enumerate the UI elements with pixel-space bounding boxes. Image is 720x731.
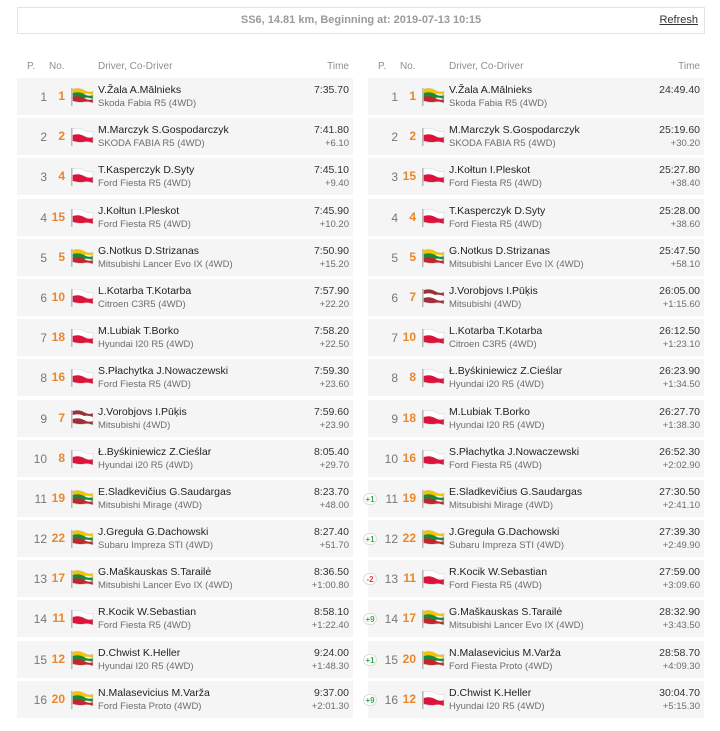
time-value: 7:41.80 <box>313 124 349 137</box>
position: 5 <box>40 250 47 265</box>
time-gap: +3:43.50 <box>662 620 700 632</box>
car-number: 4 <box>409 209 416 224</box>
time-value: 26:23.90 <box>659 365 700 378</box>
result-row[interactable] <box>17 319 353 357</box>
result-row[interactable] <box>17 400 353 438</box>
position-change-badge: +1 <box>363 493 377 505</box>
country-flag-icon <box>421 409 445 429</box>
result-row[interactable] <box>17 480 353 518</box>
position: 1 <box>40 90 47 104</box>
driver-codriver-names[interactable]: N.Malasevicius M.Varža <box>98 686 210 699</box>
car-model: Ford Fiesta Proto (4WD) <box>449 660 553 672</box>
car-model: Ford Fiesta R5 (4WD) <box>449 580 542 592</box>
time-value: 26:05.00 <box>659 284 700 297</box>
time-value: 26:52.30 <box>659 445 700 458</box>
country-flag-icon <box>421 529 445 549</box>
country-flag-icon <box>70 650 94 670</box>
time-value: 8:05.40 <box>313 445 349 458</box>
car-model: Citroen C3R5 (4WD) <box>449 339 537 351</box>
time-gap: +9.40 <box>324 178 349 190</box>
car-model: Mitsubishi Lancer Evo IX (4WD) <box>98 258 233 270</box>
car-number: 4 <box>58 169 65 184</box>
position: 4 <box>40 210 47 225</box>
country-flag-icon <box>421 328 445 348</box>
driver-codriver-names[interactable]: N.Malasevicius M.Varža <box>449 646 561 659</box>
position-change-badge: +1 <box>363 654 377 666</box>
country-flag-icon <box>421 208 445 228</box>
time-value: 8:58.10 <box>313 606 349 619</box>
country-flag-icon <box>421 690 445 710</box>
position: 8 <box>391 371 398 386</box>
result-row[interactable] <box>17 560 353 598</box>
position: 15 <box>33 652 47 667</box>
position-change-badge: +1 <box>363 533 377 545</box>
driver-codriver-names[interactable]: G.Notkus D.Strizanas <box>98 244 199 257</box>
car-number: 20 <box>51 691 65 706</box>
time-gap: +29.70 <box>319 459 349 471</box>
driver-codriver-names[interactable]: T.Kasperczyk D.Syty <box>98 164 195 177</box>
car-number: 2 <box>58 129 65 144</box>
driver-codriver-names[interactable]: D.Chwist K.Heller <box>449 686 532 699</box>
country-flag-icon <box>70 127 94 147</box>
car-number: 11 <box>403 571 416 586</box>
col-driver-header: Driver, Co-Driver <box>449 61 524 72</box>
car-number: 19 <box>51 490 65 505</box>
time-gap: +38.40 <box>670 178 700 190</box>
position: 2 <box>391 130 398 145</box>
time-value: 25:28.00 <box>659 204 700 217</box>
time-gap: +22.20 <box>319 298 349 310</box>
time-value: 7:45.90 <box>313 204 349 217</box>
car-model: Ford Fiesta R5 (4WD) <box>449 218 542 230</box>
driver-codriver-names[interactable]: G.Notkus D.Strizanas <box>449 244 550 257</box>
time-value: 25:19.60 <box>659 124 700 137</box>
position-change-badge: +9 <box>363 613 377 625</box>
result-row[interactable] <box>368 78 704 116</box>
car-number: 1 <box>58 89 65 103</box>
driver-codriver-names[interactable]: S.Płachytka J.Nowaczewski <box>98 365 229 378</box>
time-value: 26:12.50 <box>659 325 700 338</box>
time-value: 7:58.20 <box>313 325 349 338</box>
time-value: 26:27.70 <box>659 405 700 418</box>
position: 10 <box>384 451 398 466</box>
time-value: 30:04.70 <box>659 686 700 699</box>
position: 9 <box>391 411 398 426</box>
result-row[interactable] <box>17 440 353 478</box>
car-model: Ford Fiesta R5 (4WD) <box>98 178 191 190</box>
position: 3 <box>40 170 47 185</box>
country-flag-icon <box>70 368 94 388</box>
time-gap: +6.10 <box>324 138 349 150</box>
position: 3 <box>391 170 398 185</box>
time-value: 25:27.80 <box>659 164 700 177</box>
result-row[interactable] <box>368 158 704 196</box>
time-value: 27:59.00 <box>659 566 700 579</box>
time-value: 7:59.60 <box>313 405 349 418</box>
position: 6 <box>40 290 47 305</box>
driver-codriver-names[interactable]: J.Kołtun I.Pleskot <box>449 164 531 177</box>
result-row[interactable] <box>365 641 704 679</box>
time-gap: +1:38.30 <box>662 419 700 431</box>
position: 15 <box>384 652 398 667</box>
country-flag-icon <box>421 288 445 308</box>
result-row[interactable] <box>368 359 704 397</box>
car-model: Ford Fiesta R5 (4WD) <box>98 620 191 632</box>
car-number: 5 <box>409 249 416 264</box>
overall-results-header <box>368 58 704 78</box>
time-value: 27:39.30 <box>659 526 700 539</box>
car-number: 10 <box>402 330 416 345</box>
car-model: Subaru Impreza STI (4WD) <box>449 540 565 552</box>
col-driver-header: Driver, Co-Driver <box>98 61 173 72</box>
result-row[interactable] <box>17 118 353 156</box>
country-flag-icon <box>421 489 445 509</box>
car-number: 16 <box>51 370 65 385</box>
driver-codriver-names[interactable]: L.Kotarba T.Kotarba <box>98 284 192 297</box>
car-number: 17 <box>402 611 416 626</box>
car-model: Mitsubishi (4WD) <box>98 419 171 431</box>
result-row[interactable] <box>17 600 353 638</box>
position: 6 <box>391 290 398 305</box>
position: 11 <box>385 491 398 506</box>
position: 8 <box>40 371 47 386</box>
driver-codriver-names[interactable]: Ł.Byśkiniewicz Z.Cieślar <box>449 365 563 378</box>
time-gap: +38.60 <box>670 218 700 230</box>
driver-codriver-names[interactable]: L.Kotarba T.Kotarba <box>449 325 543 338</box>
car-number: 5 <box>58 249 65 264</box>
car-number: 8 <box>58 450 65 465</box>
result-row[interactable] <box>368 279 704 317</box>
car-model: Mitsubishi Lancer Evo IX (4WD) <box>98 580 233 592</box>
result-row[interactable] <box>17 78 353 116</box>
col-no-header: No. <box>49 61 65 72</box>
result-row[interactable] <box>365 480 704 518</box>
country-flag-icon <box>70 248 94 268</box>
country-flag-icon <box>70 529 94 549</box>
position: 14 <box>33 612 47 627</box>
time-gap: +1:22.40 <box>311 620 349 632</box>
time-gap: +1:48.30 <box>311 660 349 672</box>
time-gap: +2:01.30 <box>311 700 349 712</box>
position-change-badge: +9 <box>363 694 377 706</box>
country-flag-icon <box>421 127 445 147</box>
car-model: Subaru Impreza STI (4WD) <box>98 540 214 552</box>
country-flag-icon <box>70 449 94 469</box>
position: 14 <box>384 612 398 627</box>
driver-codriver-names[interactable]: J.Greguła G.Dachowski <box>98 526 209 539</box>
position: 11 <box>34 491 47 506</box>
time-value: 28:32.90 <box>659 606 700 619</box>
car-model: Mitsubishi Lancer Evo IX (4WD) <box>449 258 584 270</box>
car-model: Skoda Fabia R5 (4WD) <box>98 98 197 109</box>
position: 4 <box>391 210 398 225</box>
driver-codriver-names[interactable]: V.Žala A.Mālnieks <box>449 84 533 96</box>
driver-codriver-names[interactable]: M.Marczyk S.Gospodarczyk <box>98 124 229 137</box>
position: 12 <box>33 532 47 547</box>
stage-info-bar <box>17 7 705 34</box>
time-gap: +23.90 <box>319 419 349 431</box>
car-model: Hyundai I20 R5 (4WD) <box>449 419 545 431</box>
time-value: 8:36.50 <box>313 566 349 579</box>
time-gap: +23.60 <box>319 379 349 391</box>
position: 10 <box>33 451 47 466</box>
driver-codriver-names[interactable]: M.Marczyk S.Gospodarczyk <box>449 124 580 137</box>
position: 2 <box>40 130 47 145</box>
result-row[interactable] <box>17 681 353 719</box>
time-value: 9:37.00 <box>313 686 349 699</box>
car-model: Hyundai i20 R5 (4WD) <box>449 379 545 391</box>
country-flag-icon <box>70 328 94 348</box>
driver-codriver-names[interactable]: J.Vorobjovs I.Pūķis <box>449 284 538 297</box>
country-flag-icon <box>421 609 445 629</box>
car-number: 20 <box>402 651 416 666</box>
car-number: 17 <box>51 571 65 586</box>
time-value: 7:35.70 <box>313 84 349 96</box>
stage-results-panel <box>17 58 353 721</box>
time-value: 27:30.50 <box>659 485 700 498</box>
time-value: 7:50.90 <box>313 244 349 257</box>
time-gap: +30.20 <box>670 138 700 150</box>
car-model: Ford Fiesta Proto (4WD) <box>98 700 202 712</box>
position-change-badge: -2 <box>363 573 377 585</box>
car-model: SKODA FABIA R5 (4WD) <box>98 138 205 150</box>
driver-codriver-names[interactable]: D.Chwist K.Heller <box>98 646 181 659</box>
car-model: Hyundai i20 R5 (4WD) <box>98 459 194 471</box>
car-number: 2 <box>409 129 416 144</box>
result-row[interactable] <box>368 239 704 277</box>
time-value: 28:58.70 <box>659 646 700 659</box>
driver-codriver-names[interactable]: R.Kocik W.Sebastian <box>449 566 548 579</box>
position: 7 <box>40 331 47 346</box>
car-model: Ford Fiesta R5 (4WD) <box>449 459 542 471</box>
country-flag-icon <box>70 208 94 228</box>
driver-codriver-names[interactable]: G.Maškauskas S.Tarailė <box>449 606 563 619</box>
time-value: 7:45.10 <box>313 164 349 177</box>
car-model: Mitsubishi (4WD) <box>449 298 522 310</box>
country-flag-icon <box>421 248 445 268</box>
driver-codriver-names[interactable]: Ł.Byśkiniewicz Z.Cieślar <box>98 445 212 458</box>
time-value: 8:23.70 <box>313 485 349 498</box>
result-row[interactable] <box>365 520 704 558</box>
time-value: 8:27.40 <box>313 526 349 539</box>
country-flag-icon <box>421 650 445 670</box>
result-row[interactable] <box>365 681 704 719</box>
car-number: 15 <box>402 169 416 184</box>
car-model: Hyundai I20 R5 (4WD) <box>98 339 194 351</box>
car-number: 18 <box>402 410 416 425</box>
car-number: 8 <box>409 370 416 385</box>
driver-codriver-names[interactable]: J.Greguła G.Dachowski <box>449 526 560 539</box>
car-model: Mitsubishi Lancer Evo IX (4WD) <box>449 620 584 632</box>
car-model: Citroen C3R5 (4WD) <box>98 298 186 310</box>
time-value: 9:24.00 <box>313 646 349 659</box>
car-number: 12 <box>51 651 65 666</box>
result-row[interactable] <box>17 279 353 317</box>
country-flag-icon <box>421 449 445 469</box>
driver-codriver-names[interactable]: E.Sladkevičius G.Saudargas <box>449 485 583 498</box>
result-row[interactable] <box>17 199 353 237</box>
time-gap: +15.20 <box>319 258 349 270</box>
position: 16 <box>384 692 398 707</box>
result-row[interactable] <box>368 400 704 438</box>
result-row[interactable] <box>368 319 704 357</box>
position: 1 <box>391 90 398 104</box>
car-model: Skoda Fabia R5 (4WD) <box>449 98 548 109</box>
country-flag-icon <box>70 87 94 107</box>
car-number: 22 <box>51 531 65 546</box>
country-flag-icon <box>70 167 94 187</box>
stage-results-header <box>17 58 353 78</box>
car-model: Mitsubishi Mirage (4WD) <box>98 499 202 511</box>
time-gap: +10.20 <box>319 218 349 230</box>
position: 16 <box>33 692 47 707</box>
country-flag-icon <box>70 690 94 710</box>
col-time-header: Time <box>678 61 700 72</box>
country-flag-icon <box>70 569 94 589</box>
driver-codriver-names[interactable]: G.Maškauskas S.Tarailė <box>98 566 212 579</box>
result-row[interactable] <box>368 440 704 478</box>
car-number: 7 <box>409 289 416 304</box>
driver-codriver-names[interactable]: J.Kołtun I.Pleskot <box>98 204 180 217</box>
refresh-link[interactable]: Refresh <box>659 14 698 26</box>
result-row[interactable] <box>17 239 353 277</box>
result-row[interactable] <box>17 158 353 196</box>
result-row[interactable] <box>368 199 704 237</box>
driver-codriver-names[interactable]: S.Płachytka J.Nowaczewski <box>449 445 580 458</box>
car-number: 1 <box>409 89 416 103</box>
car-number: 15 <box>51 209 65 224</box>
driver-codriver-names[interactable]: M.Lubiak T.Borko <box>449 405 530 418</box>
result-row[interactable] <box>17 641 353 679</box>
driver-codriver-names[interactable]: M.Lubiak T.Borko <box>98 325 179 338</box>
driver-codriver-names[interactable]: J.Vorobjovs I.Pūķis <box>98 405 187 418</box>
car-number: 7 <box>58 410 65 425</box>
car-model: Hyundai I20 R5 (4WD) <box>98 660 194 672</box>
time-gap: +22.50 <box>319 339 349 351</box>
col-pos-header: P. <box>378 61 387 72</box>
time-gap: +1:23.10 <box>662 339 700 351</box>
result-row[interactable] <box>17 520 353 558</box>
result-row[interactable] <box>368 118 704 156</box>
car-number: 22 <box>402 531 416 546</box>
position: 13 <box>33 572 47 587</box>
col-pos-header: P. <box>27 61 36 72</box>
time-value: 24:49.40 <box>659 84 700 96</box>
result-row[interactable] <box>368 560 704 598</box>
time-gap: +2:49.90 <box>662 540 700 552</box>
time-gap: +2:41.10 <box>662 499 700 511</box>
position: 12 <box>384 532 398 547</box>
col-no-header: No. <box>400 61 416 72</box>
car-number: 18 <box>51 330 65 345</box>
time-value: 7:59.30 <box>313 365 349 378</box>
stage-results-list <box>17 78 353 719</box>
car-model: Hyundai I20 R5 (4WD) <box>449 700 545 712</box>
position: 9 <box>40 411 47 426</box>
result-row[interactable] <box>365 600 704 638</box>
time-gap: +1:34.50 <box>662 379 700 391</box>
overall-results-list <box>365 78 704 719</box>
country-flag-icon <box>70 489 94 509</box>
country-flag-icon <box>70 609 94 629</box>
time-gap: +51.70 <box>319 540 349 552</box>
country-flag-icon <box>421 87 445 107</box>
driver-codriver-names[interactable]: V.Žala A.Mālnieks <box>98 84 182 96</box>
position: 5 <box>391 250 398 265</box>
car-model: Mitsubishi Mirage (4WD) <box>449 499 553 511</box>
position: 7 <box>391 331 398 346</box>
car-model: Ford Fiesta R5 (4WD) <box>98 379 191 391</box>
country-flag-icon <box>421 569 445 589</box>
time-gap: +1:15.60 <box>662 298 700 310</box>
time-gap: +5:15.30 <box>662 700 700 712</box>
overall-results-panel <box>365 58 704 721</box>
car-number: 11 <box>52 611 65 626</box>
time-value: 25:47.50 <box>659 244 700 257</box>
col-time-header: Time <box>327 61 349 72</box>
result-row[interactable] <box>17 359 353 397</box>
time-gap: +2:02.90 <box>662 459 700 471</box>
car-number: 12 <box>402 691 416 706</box>
country-flag-icon <box>70 409 94 429</box>
car-model: Ford Fiesta R5 (4WD) <box>449 178 542 190</box>
country-flag-icon <box>421 167 445 187</box>
car-number: 19 <box>402 490 416 505</box>
time-value: 7:57.90 <box>313 284 349 297</box>
stage-title: SS6, 14.81 km, Beginning at: 2019-07-13 10:15 <box>240 14 482 26</box>
driver-codriver-names[interactable]: T.Kasperczyk D.Syty <box>449 204 546 217</box>
driver-codriver-names[interactable]: E.Sladkevičius G.Saudargas <box>98 485 232 498</box>
car-number: 16 <box>402 450 416 465</box>
position: 13 <box>384 572 398 587</box>
driver-codriver-names[interactable]: R.Kocik W.Sebastian <box>98 606 197 619</box>
time-gap: +4:09.30 <box>662 660 700 672</box>
country-flag-icon <box>70 288 94 308</box>
time-gap: +1:00.80 <box>311 580 349 592</box>
time-gap: +58.10 <box>670 258 700 270</box>
car-number: 10 <box>51 289 65 304</box>
time-gap: +3:09.60 <box>662 580 700 592</box>
country-flag-icon <box>421 368 445 388</box>
car-model: SKODA FABIA R5 (4WD) <box>449 138 556 150</box>
time-gap: +48.00 <box>319 499 349 511</box>
car-model: Ford Fiesta R5 (4WD) <box>98 218 191 230</box>
